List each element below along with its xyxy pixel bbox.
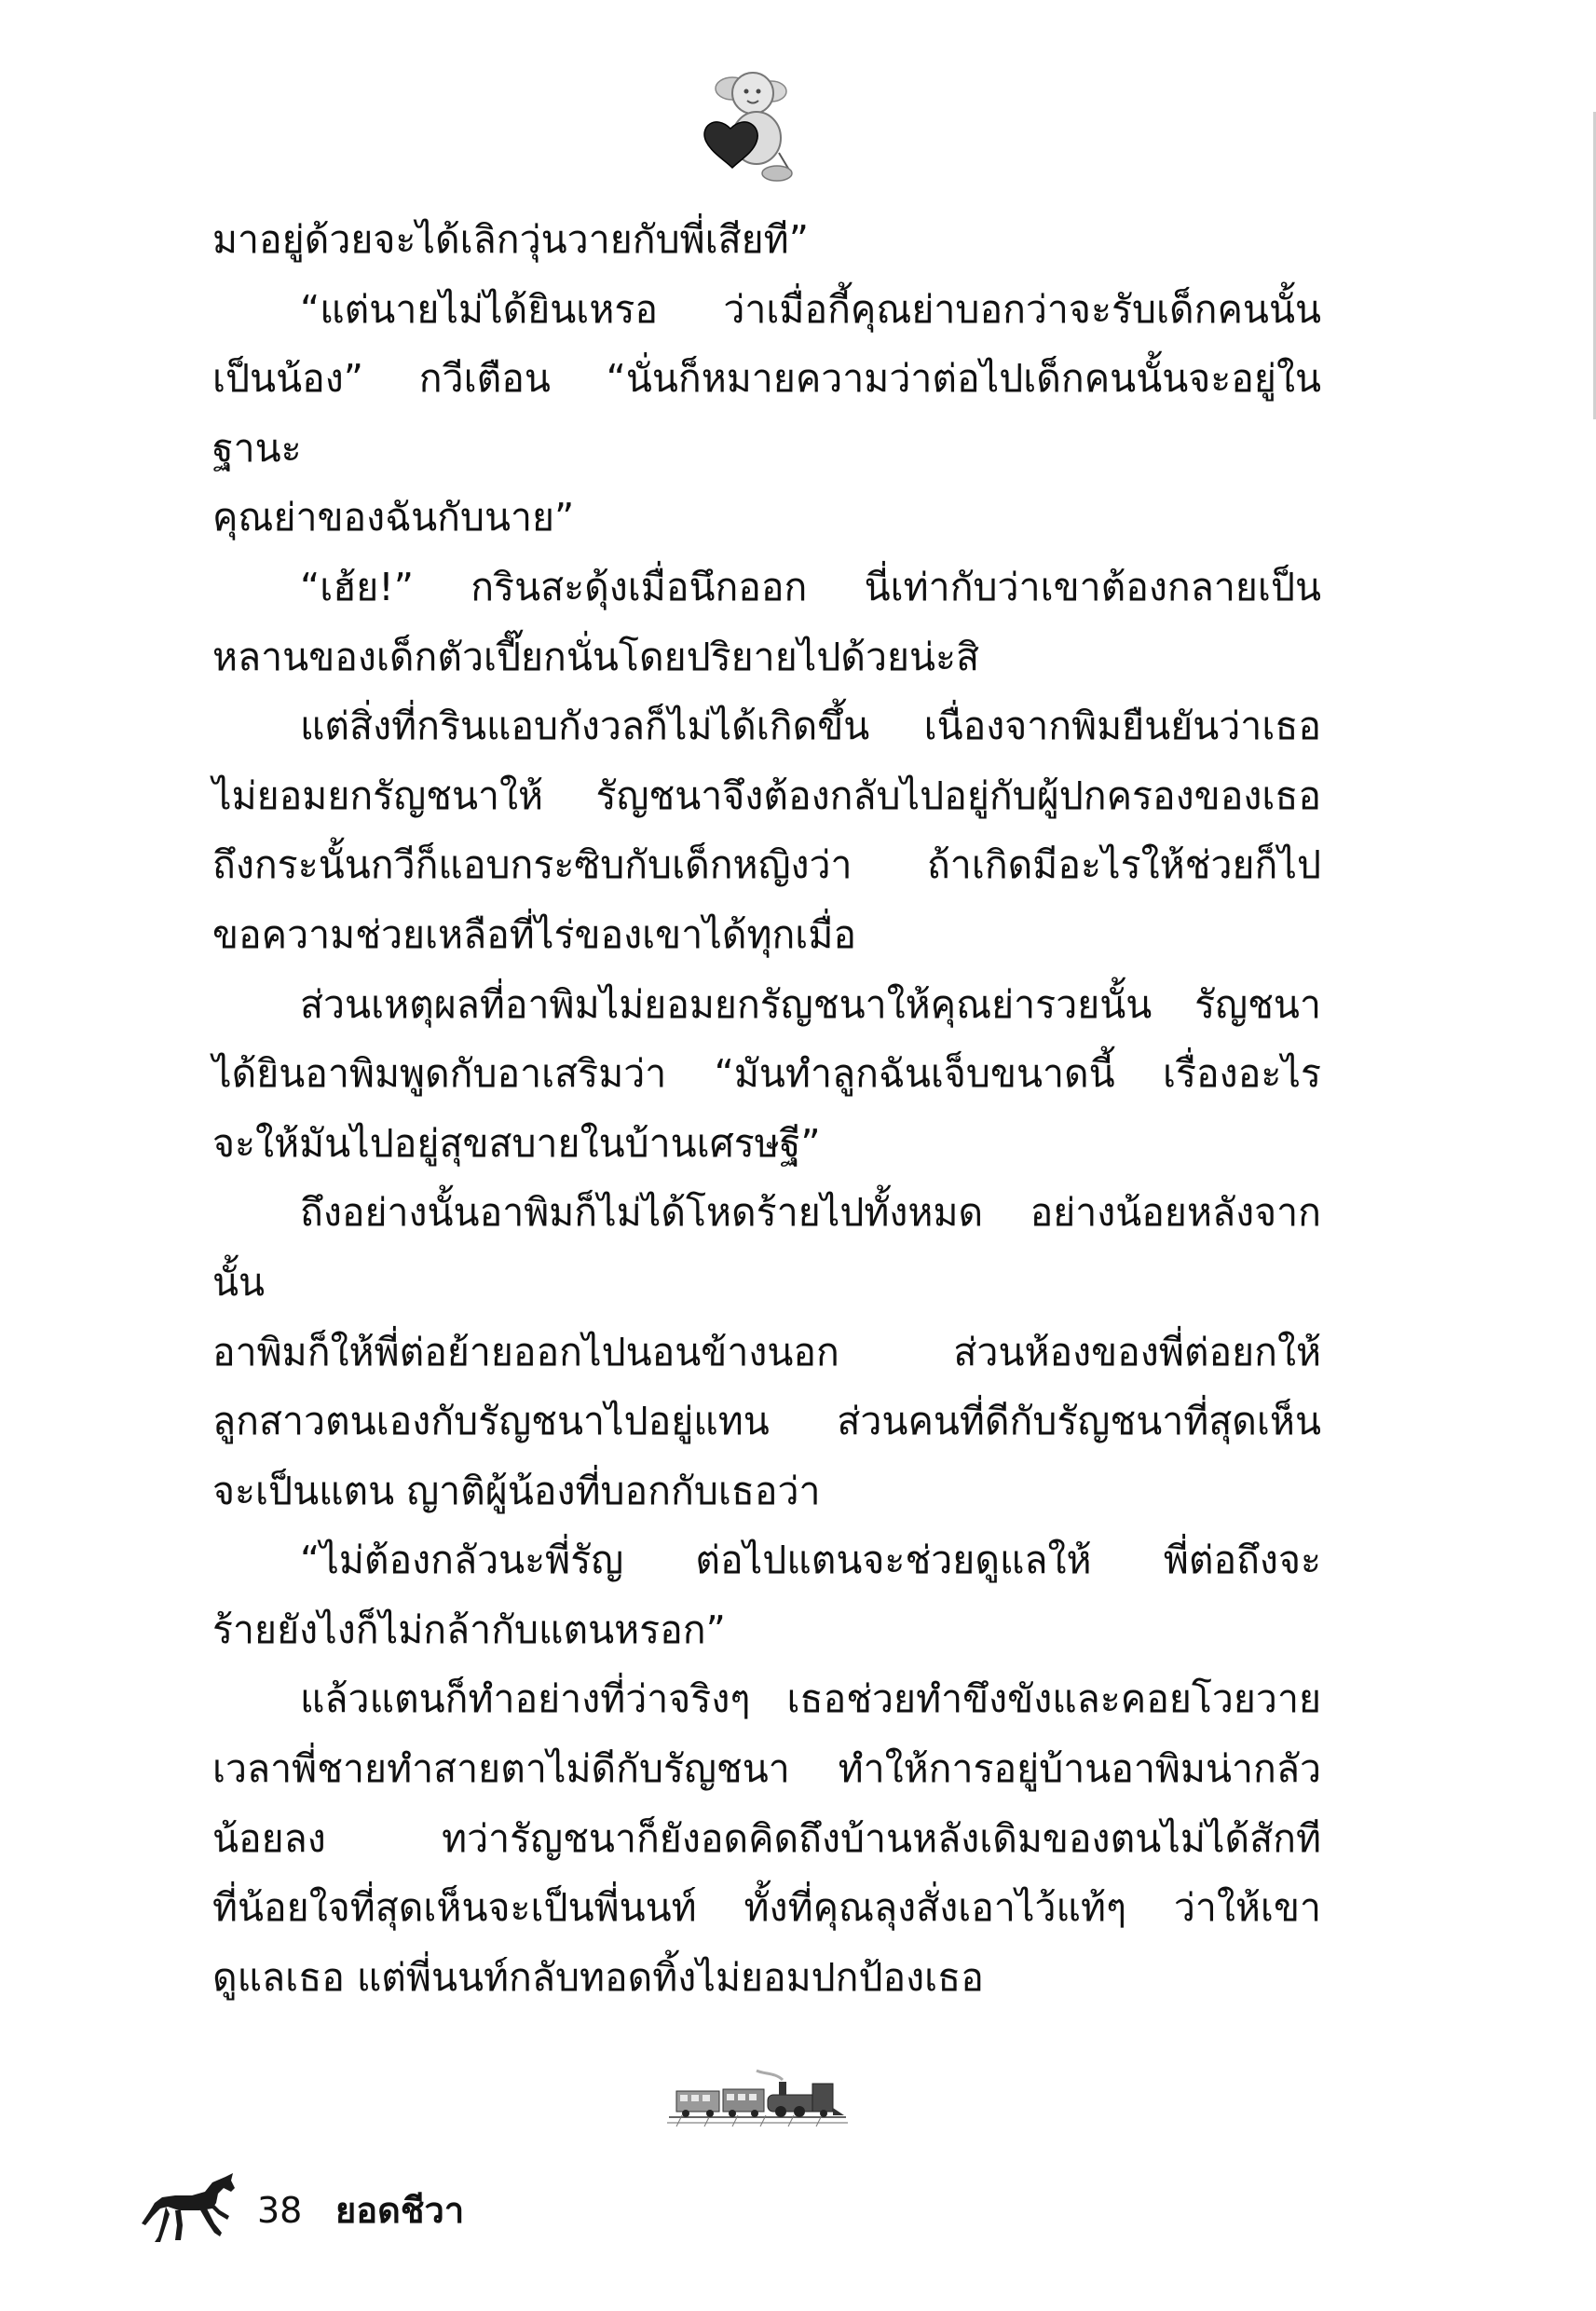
paragraph-line: ร้ายยังไงก็ไม่กล้ากับแตนหรอก” <box>212 1607 726 1652</box>
paragraph-line: “เฮ้ย!” กรินสะดุ้งเมื่อนึกออก นี่เท่ากับว่าเขาต้องกลายเป็น <box>300 564 1321 609</box>
page-number: 38 <box>257 2190 303 2231</box>
paragraph-line: ส่วนเหตุผลที่อาพิมไม่ยอมยกรัญชนาให้คุณย่ารวยนั้น รัญชนา <box>300 981 1321 1027</box>
paragraph-line: เป็นน้อง” กวีเตือน “นั่นก็หมายความว่าต่อไปเด็กคนนั้นจะอยู่ในฐานะ <box>212 356 1321 471</box>
book-title: ยอดชีวา <box>335 2190 465 2231</box>
paragraph-line: “แต่นายไม่ได้ยินเหรอ ว่าเมื่อกี้คุณย่าบอกว่าจะรับเด็กคนนั้น <box>300 286 1321 332</box>
paragraph-line: คุณย่าของฉันกับนาย” <box>212 495 575 540</box>
horse-silhouette-icon <box>138 2171 240 2246</box>
paragraph-line: ขอความช่วยเหลือที่ไร่ของเขาได้ทุกเมื่อ <box>212 911 856 957</box>
body-text <box>212 205 1321 2012</box>
paragraph-line: ลูกสาวตนเองกับรัญชนาไปอยู่แทน ส่วนคนที่ดีกับรัญชนาที่สุดเห็น <box>212 1399 1321 1444</box>
paragraph-line: ได้ยินอาพิมพูดกับอาเสริมว่า “มันทำลูกฉันเจ็บขนาดนี้ เรื่องอะไร <box>212 1051 1321 1097</box>
paragraph-line: แล้วแตนก็ทำอย่างที่ว่าจริงๆ เธอช่วยทำขึงขังและคอยโวยวาย <box>300 1676 1321 1722</box>
paragraph-line: น้อยลง ทว่ารัญชนาก็ยังอดคิดถึงบ้านหลังเดิมของตนไม่ได้สักที <box>212 1815 1321 1861</box>
paragraph-line: ดูแลเธอ แต่พี่นนท์กลับทอดทิ้งไม่ยอมปกป้องเธอ <box>212 1954 984 2000</box>
paragraph-line: อาพิมก็ให้พี่ต่อย้ายออกไปนอนข้างนอก ส่วนห้องของพี่ต่อยกให้ <box>212 1329 1321 1374</box>
paragraph-line: จะให้มันไปอยู่สุขสบายในบ้านเศรษฐี” <box>212 1120 821 1166</box>
paragraph-line: เวลาพี่ชายทำสายตาไม่ดีกับรัญชนา ทำให้การอยู่บ้านอาพิมน่ากลัว <box>212 1746 1321 1792</box>
paragraph-line: “ไม่ต้องกลัวนะพี่รัญ ต่อไปแตนจะช่วยดูแลให้ พี่ต่อถึงจะ <box>300 1538 1321 1583</box>
paragraph-line: ถึงอย่างนั้นอาพิมก็ไม่ได้โหดร้ายไปทั้งหมด อย่างน้อยหลังจากนั้น <box>212 1190 1321 1305</box>
paragraph-line: ถึงกระนั้นกวีก็แอบกระซิบกับเด็กหญิงว่า ถ้าเกิดมีอะไรให้ช่วยก็ไป <box>212 842 1321 888</box>
page-footer <box>138 2171 697 2246</box>
paragraph-line: ไม่ยอมยกรัญชนาให้ รัญชนาจึงต้องกลับไปอยู่กับผู้ปกครองของเธอ <box>212 773 1321 818</box>
cupid-head <box>732 73 773 114</box>
steam-train-icon <box>663 2067 850 2128</box>
paragraph-line: จะเป็นแตน ญาติผู้น้องที่บอกกับเธอว่า <box>212 1468 821 1513</box>
paragraph-line: หลานของเด็กตัวเปี๊ยกนั่นโดยปริยายไปด้วยน่ะสิ <box>212 634 980 679</box>
paragraph-line: มาอยู่ด้วยจะได้เลิกวุ่นวายกับพี่เสียที” <box>212 217 809 262</box>
paragraph-line: ที่น้อยใจที่สุดเห็นจะเป็นพี่นนท์ ทั้งที่คุณลุงสั่งเอาไว้แท้ๆ ว่าให้เขา <box>212 1885 1321 1931</box>
paragraph-line: แต่สิ่งที่กรินแอบกังวลก็ไม่ได้เกิดขึ้น เนื่องจากพิมยืนยันว่าเธอ <box>300 704 1321 749</box>
cupid-heart-icon <box>693 56 805 186</box>
